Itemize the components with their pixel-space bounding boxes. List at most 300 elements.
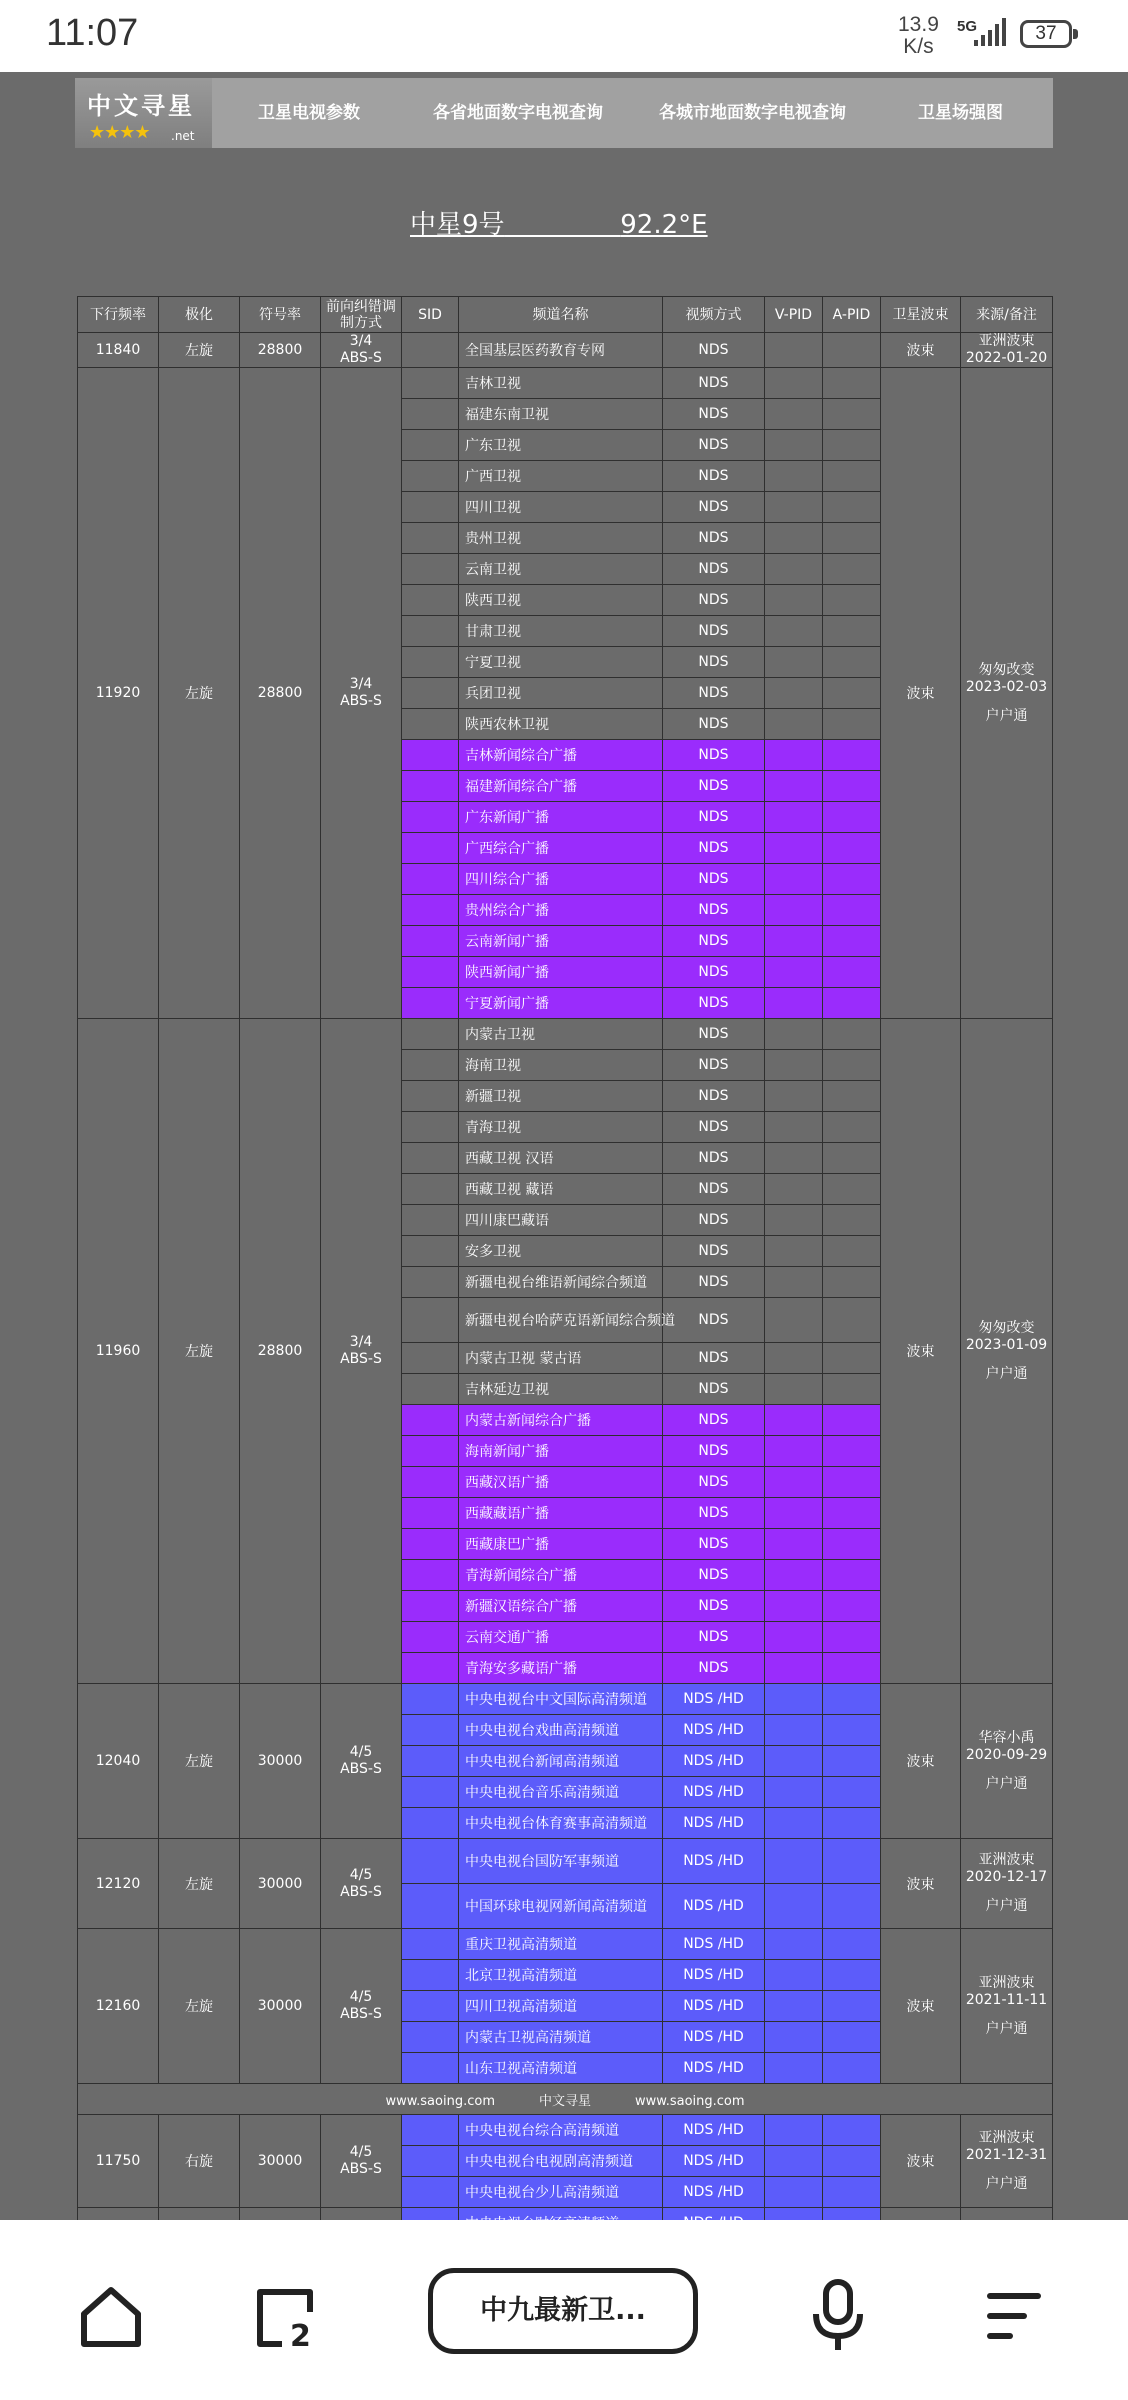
channel-name: 中国环球电视网新闻高清频道 [459, 1884, 663, 1929]
channel-name: 甘肃卫视 [459, 616, 663, 647]
polarization: 右旋 [159, 2115, 240, 2208]
vpid-cell [765, 926, 823, 957]
nav-signal-map[interactable]: 卫星场强图 [918, 103, 1003, 123]
sid-cell [402, 399, 459, 430]
sid-cell [402, 492, 459, 523]
channel-name: 四川卫视 [459, 492, 663, 523]
sid-cell [402, 2177, 459, 2208]
video-mode: NDS [663, 1174, 765, 1205]
apid-cell [823, 492, 881, 523]
apid-cell [823, 2053, 881, 2084]
channel-name: 吉林卫视 [459, 368, 663, 399]
polarization: 左旋 [159, 1019, 240, 1684]
apid-cell [823, 988, 881, 1019]
sid-cell [402, 740, 459, 771]
note-line: 户户通 [985, 2175, 1028, 2192]
apid-cell [823, 616, 881, 647]
fec-value: 4/5 [349, 2144, 373, 2160]
symbol-rate: 30000 [240, 2115, 321, 2208]
apid-cell [823, 2022, 881, 2053]
note-line: 户户通 [985, 1898, 1028, 1914]
fec-value: 4/5 [349, 1989, 373, 2005]
sid-cell [402, 1591, 459, 1622]
vpid-cell [765, 1622, 823, 1653]
note-line: 2021-12-31 [965, 2146, 1048, 2163]
col-channel-name: 频道名称 [459, 297, 663, 333]
fec-value: 3/4 [349, 333, 373, 349]
vpid-cell [765, 399, 823, 430]
apid-cell [823, 2146, 881, 2177]
vpid-cell [765, 647, 823, 678]
channel-name: 全国基层医药教育专网 [459, 333, 663, 368]
sid-cell [402, 1560, 459, 1591]
table-row [78, 1684, 1053, 1715]
video-mode: NDS [663, 864, 765, 895]
note-line: 户户通 [985, 2020, 1028, 2037]
channel-name: 中央电视台音乐高清频道 [459, 1777, 663, 1808]
channel-name: 云南新闻广播 [459, 926, 663, 957]
channel-name: 新疆汉语综合广播 [459, 1591, 663, 1622]
sid-cell [402, 1467, 459, 1498]
note [961, 1929, 1053, 2084]
satellite-title [410, 204, 708, 241]
apid-cell [823, 895, 881, 926]
sid-cell [402, 1498, 459, 1529]
downlink-freq: 11960 [78, 1019, 159, 1684]
channel-name: 内蒙古卫视 [459, 1019, 663, 1050]
vpid-cell [765, 2053, 823, 2084]
footer-site-name: 中文寻星 [538, 2093, 591, 2109]
video-mode: NDS [663, 1143, 765, 1174]
note-line: 亚洲波束 [978, 1974, 1035, 1991]
apid-cell [823, 957, 881, 988]
table-row [78, 368, 1053, 399]
vpid-cell [765, 2146, 823, 2177]
apid-cell [823, 802, 881, 833]
sid-cell [402, 1019, 459, 1050]
channel-name: 中央电视台国防军事频道 [459, 1839, 663, 1884]
logo-title: 中文寻星 [87, 92, 195, 120]
note-line: 2020-12-17 [965, 1869, 1048, 1885]
apid-cell [823, 1622, 881, 1653]
apid-cell [823, 399, 881, 430]
site-logo[interactable] [75, 78, 212, 148]
sid-cell [402, 2022, 459, 2053]
fec-value: 4/5 [349, 1744, 373, 1760]
table-row [78, 1929, 1053, 1960]
sid-cell [402, 1622, 459, 1653]
fec-mod [321, 1839, 402, 1929]
channel-name: 宁夏新闻广播 [459, 988, 663, 1019]
apid-cell [823, 2115, 881, 2146]
video-mode: NDS [663, 1653, 765, 1684]
channel-name: 新疆电视台哈萨克语新闻综合频道 [459, 1298, 663, 1343]
video-mode: NDS [663, 678, 765, 709]
col-vpid: V-PID [765, 297, 823, 333]
video-mode: NDS /HD [663, 1839, 765, 1884]
video-mode: NDS [663, 1343, 765, 1374]
sid-cell [402, 523, 459, 554]
apid-cell [823, 1467, 881, 1498]
fec-mod [321, 368, 402, 1019]
beam: 波束 [881, 2115, 961, 2208]
sid-cell [402, 1205, 459, 1236]
apid-cell [823, 1715, 881, 1746]
battery-icon: 37 [1020, 20, 1072, 48]
video-mode: NDS [663, 1374, 765, 1405]
vpid-cell [765, 957, 823, 988]
sid-cell [402, 926, 459, 957]
video-mode: NDS [663, 1498, 765, 1529]
video-mode: NDS /HD [663, 1746, 765, 1777]
net-speed [898, 14, 939, 58]
footer-link-left[interactable]: www.saoing.com [385, 2093, 495, 2109]
vpid-cell [765, 430, 823, 461]
col-sid: SID [402, 297, 459, 333]
downlink-freq: 12160 [78, 1929, 159, 2084]
video-mode: NDS /HD [663, 1808, 765, 1839]
channel-name: 贵州综合广播 [459, 895, 663, 926]
sid-cell [402, 2146, 459, 2177]
polarization: 左旋 [159, 333, 240, 368]
vpid-cell [765, 1591, 823, 1622]
table-row [78, 1019, 1053, 1050]
polarization: 左旋 [159, 1839, 240, 1929]
address-search-button[interactable]: 中九最新卫... [428, 2268, 698, 2354]
apid-cell [823, 1560, 881, 1591]
vpid-cell [765, 523, 823, 554]
fec-mod [321, 333, 402, 368]
vpid-cell [765, 1298, 823, 1343]
footer-cell [78, 2084, 1053, 2115]
net-speed-unit: K/s [903, 35, 934, 58]
channel-name: 海南卫视 [459, 1050, 663, 1081]
col-downlink-freq: 下行频率 [78, 297, 159, 333]
vpid-cell [765, 1343, 823, 1374]
downlink-freq: 12040 [78, 1684, 159, 1839]
sid-cell [402, 678, 459, 709]
channel-name: 中央电视台少儿高清频道 [459, 2177, 663, 2208]
sid-cell [402, 864, 459, 895]
note [961, 1684, 1053, 1839]
vpid-cell [765, 616, 823, 647]
note-line: 匆匆改变 [978, 1319, 1035, 1336]
vpid-cell [765, 1374, 823, 1405]
video-mode: NDS /HD [663, 2177, 765, 2208]
channel-name: 兵团卫视 [459, 678, 663, 709]
channel-name: 吉林新闻综合广播 [459, 740, 663, 771]
logo-suffix: .net [171, 129, 195, 143]
vpid-cell [765, 1498, 823, 1529]
sid-cell [402, 1653, 459, 1684]
downlink-freq: 11920 [78, 368, 159, 1019]
sid-cell [402, 1112, 459, 1143]
browser-bottom-bar [0, 2220, 1128, 2400]
video-mode: NDS [663, 461, 765, 492]
sid-cell [402, 1808, 459, 1839]
vpid-cell [765, 833, 823, 864]
apid-cell [823, 1808, 881, 1839]
sid-cell [402, 1929, 459, 1960]
col-note: 来源/备注 [961, 297, 1053, 333]
apid-cell [823, 523, 881, 554]
apid-cell [823, 554, 881, 585]
video-mode: NDS [663, 1467, 765, 1498]
apid-cell [823, 1929, 881, 1960]
status-bar [0, 0, 1128, 72]
apid-cell [823, 1653, 881, 1684]
channel-name: 云南交通广播 [459, 1622, 663, 1653]
channel-name: 中央电视台戏曲高清频道 [459, 1715, 663, 1746]
channel-name: 陕西新闻广播 [459, 957, 663, 988]
apid-cell [823, 1591, 881, 1622]
channel-name: 北京卫视高清频道 [459, 1960, 663, 1991]
fec-mod [321, 1019, 402, 1684]
col-apid: A-PID [823, 297, 881, 333]
vpid-cell [765, 1405, 823, 1436]
symbol-rate: 30000 [240, 1684, 321, 1839]
video-mode: NDS /HD [663, 1684, 765, 1715]
sid-cell [402, 430, 459, 461]
fec-value: 4/5 [349, 1866, 373, 1883]
video-mode: NDS [663, 1236, 765, 1267]
note-line: 2023-01-09 [965, 1336, 1048, 1353]
apid-cell [823, 771, 881, 802]
apid-cell [823, 1884, 881, 1929]
note-line: 户户通 [985, 1775, 1028, 1792]
note [961, 2115, 1053, 2208]
vpid-cell [765, 1267, 823, 1298]
vpid-cell [765, 709, 823, 740]
beam: 波束 [881, 368, 961, 1019]
apid-cell [823, 1205, 881, 1236]
col-fec-mod: 前向纠错调制方式 [321, 297, 402, 333]
sid-cell [402, 1143, 459, 1174]
sid-cell [402, 1746, 459, 1777]
channel-name: 中央电视台中文国际高清频道 [459, 1684, 663, 1715]
video-mode: NDS [663, 492, 765, 523]
apid-cell [823, 678, 881, 709]
channel-name: 广西卫视 [459, 461, 663, 492]
channel-name: 新疆卫视 [459, 1081, 663, 1112]
apid-cell [823, 1405, 881, 1436]
microphone-icon[interactable] [810, 2278, 866, 2354]
video-mode: NDS [663, 740, 765, 771]
video-mode: NDS /HD [663, 2146, 765, 2177]
note-line: 2023-02-03 [965, 678, 1048, 695]
channel-table [77, 296, 1053, 2270]
channel-name: 中央电视台综合高清频道 [459, 2115, 663, 2146]
sid-cell [402, 1991, 459, 2022]
apid-cell [823, 368, 881, 399]
video-mode: NDS [663, 709, 765, 740]
vpid-cell [765, 1960, 823, 1991]
tabs-icon[interactable] [252, 2284, 318, 2354]
vpid-cell [765, 1436, 823, 1467]
nav-satellite-params[interactable]: 卫星电视参数 [258, 103, 360, 123]
modulation-value: ABS-S [340, 350, 382, 366]
status-time: 11:07 [46, 12, 139, 54]
video-mode: NDS [663, 833, 765, 864]
channel-name: 广东卫视 [459, 430, 663, 461]
fec-value: 3/4 [349, 1334, 373, 1350]
modulation-value: ABS-S [340, 693, 382, 709]
sid-cell [402, 616, 459, 647]
apid-cell [823, 833, 881, 864]
col-beam: 卫星波束 [881, 297, 961, 333]
vpid-cell [765, 1560, 823, 1591]
apid-cell [823, 585, 881, 616]
channel-name: 重庆卫视高清频道 [459, 1929, 663, 1960]
downlink-freq: 11750 [78, 2115, 159, 2208]
nav-province-dtv[interactable]: 各省地面数字电视查询 [433, 103, 603, 123]
channel-name: 中央电视台新闻高清频道 [459, 1746, 663, 1777]
logo-stars-icon: ★★★★ [89, 122, 150, 143]
video-mode: NDS [663, 1436, 765, 1467]
sid-cell [402, 1405, 459, 1436]
site-navbar [75, 78, 1053, 148]
channel-name: 陕西卫视 [459, 585, 663, 616]
symbol-rate: 30000 [240, 1839, 321, 1929]
polarization: 左旋 [159, 1684, 240, 1839]
video-mode: NDS /HD [663, 2053, 765, 2084]
table-row [78, 2115, 1053, 2146]
channel-name: 吉林延边卫视 [459, 1374, 663, 1405]
apid-cell [823, 864, 881, 895]
video-mode: NDS [663, 1081, 765, 1112]
beam: 波束 [881, 1019, 961, 1684]
video-mode: NDS [663, 1267, 765, 1298]
vpid-cell [765, 492, 823, 523]
video-mode: NDS [663, 1529, 765, 1560]
video-mode: NDS [663, 771, 765, 802]
downlink-freq: 11840 [78, 333, 159, 368]
sid-cell [402, 895, 459, 926]
video-mode: NDS [663, 523, 765, 554]
table-row [78, 333, 1053, 368]
note-line: 户户通 [985, 1365, 1028, 1382]
vpid-cell [765, 802, 823, 833]
sid-cell [402, 1050, 459, 1081]
vpid-cell [765, 895, 823, 926]
apid-cell [823, 647, 881, 678]
polarization: 左旋 [159, 1929, 240, 2084]
beam: 波束 [881, 1839, 961, 1929]
vpid-cell [765, 2177, 823, 2208]
video-mode: NDS [663, 926, 765, 957]
video-mode: NDS [663, 368, 765, 399]
vpid-cell [765, 1467, 823, 1498]
fec-mod [321, 1929, 402, 2084]
vpid-cell [765, 1236, 823, 1267]
sid-cell [402, 1529, 459, 1560]
channel-name: 四川康巴藏语 [459, 1205, 663, 1236]
apid-cell [823, 1081, 881, 1112]
video-mode: NDS [663, 895, 765, 926]
video-mode: NDS [663, 1050, 765, 1081]
channel-name: 云南卫视 [459, 554, 663, 585]
symbol-rate: 28800 [240, 333, 321, 368]
fec-value: 3/4 [349, 676, 373, 692]
sid-cell [402, 647, 459, 678]
channel-name: 西藏汉语广播 [459, 1467, 663, 1498]
vpid-cell [765, 554, 823, 585]
vpid-cell [765, 740, 823, 771]
video-mode: NDS /HD [663, 1991, 765, 2022]
note [961, 368, 1053, 1019]
symbol-rate: 30000 [240, 1929, 321, 2084]
note-line: 2022-01-20 [965, 350, 1048, 366]
vpid-cell [765, 461, 823, 492]
apid-cell [823, 2177, 881, 2208]
vpid-cell [765, 1174, 823, 1205]
table-header [78, 297, 1053, 333]
symbol-rate: 28800 [240, 368, 321, 1019]
channel-name: 中央电视台体育赛事高清频道 [459, 1808, 663, 1839]
apid-cell [823, 1839, 881, 1884]
video-mode: NDS [663, 1591, 765, 1622]
beam: 波束 [881, 1684, 961, 1839]
vpid-cell [765, 988, 823, 1019]
video-mode: NDS [663, 399, 765, 430]
video-mode: NDS [663, 1622, 765, 1653]
note [961, 1839, 1053, 1929]
apid-cell [823, 1236, 881, 1267]
note [961, 1019, 1053, 1684]
vpid-cell [765, 368, 823, 399]
channel-name: 青海新闻综合广播 [459, 1560, 663, 1591]
apid-cell [823, 430, 881, 461]
apid-cell [823, 333, 881, 368]
fec-mod [321, 1684, 402, 1839]
polarization: 左旋 [159, 368, 240, 1019]
apid-cell [823, 1529, 881, 1560]
sid-cell [402, 802, 459, 833]
vpid-cell [765, 1715, 823, 1746]
apid-cell [823, 1777, 881, 1808]
home-icon[interactable] [78, 2284, 144, 2350]
sid-cell [402, 957, 459, 988]
note-line: 华容小禹 [978, 1729, 1035, 1746]
sid-cell [402, 1374, 459, 1405]
vpid-cell [765, 1653, 823, 1684]
video-mode: NDS [663, 616, 765, 647]
vpid-cell [765, 333, 823, 368]
note-line: 亚洲波束 [978, 333, 1035, 349]
vpid-cell [765, 1808, 823, 1839]
video-mode: NDS [663, 647, 765, 678]
apid-cell [823, 1019, 881, 1050]
footer-link-right[interactable]: www.saoing.com [635, 2093, 745, 2109]
modulation-value: ABS-S [340, 1761, 382, 1777]
video-mode: NDS /HD [663, 2022, 765, 2053]
note-line: 亚洲波束 [978, 1852, 1035, 1868]
note [961, 333, 1053, 368]
video-mode: NDS [663, 1298, 765, 1343]
network-type: 5G [957, 18, 978, 35]
vpid-cell [765, 1143, 823, 1174]
vpid-cell [765, 1839, 823, 1884]
sid-cell [402, 1715, 459, 1746]
signal-icon [970, 18, 1010, 48]
video-mode: NDS [663, 1205, 765, 1236]
apid-cell [823, 1684, 881, 1715]
video-mode: NDS [663, 1405, 765, 1436]
menu-icon[interactable] [984, 2290, 1044, 2344]
nav-city-dtv[interactable]: 各城市地面数字电视查询 [659, 103, 846, 123]
apid-cell [823, 1746, 881, 1777]
sid-cell [402, 1884, 459, 1929]
